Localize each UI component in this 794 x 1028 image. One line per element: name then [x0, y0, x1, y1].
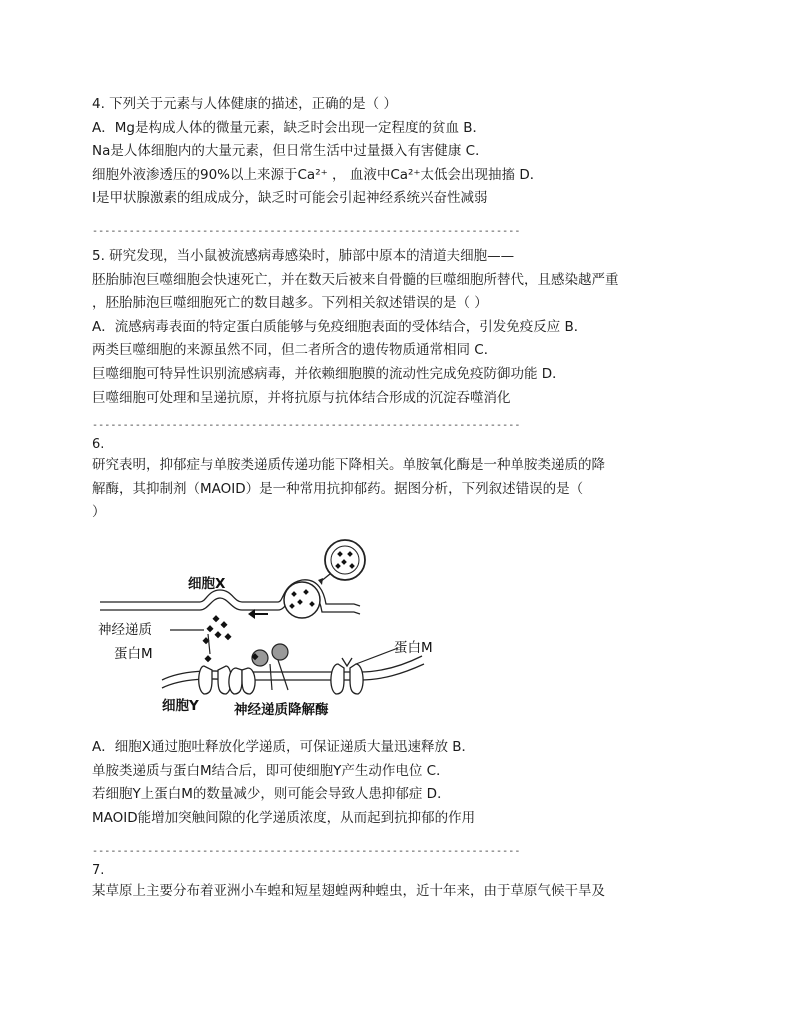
q4-stem: 4. 下列关于元素与人体健康的描述，正确的是（ ） — [92, 96, 397, 112]
protein-m-receptor — [229, 668, 255, 694]
q6-option: A．细胞X通过胞吐释放化学递质，可保证递质大量迅速释放 B． — [92, 739, 476, 755]
protein-m-right-label: 蛋白M — [394, 640, 433, 656]
q5-line: A．流感病毒表面的特定蛋白质能够与免疫细胞表面的受体结合，引发免疫反应 B． — [92, 318, 588, 335]
question-5 — [92, 245, 712, 410]
q6-option: MAOID能增加突触间隙的化学递质浓度，从而起到抗抑郁的作用 — [92, 809, 476, 826]
divider: ---------------------------------------------------------------------- — [92, 226, 521, 237]
cell-x-membrane — [100, 580, 360, 614]
question-4 — [92, 93, 712, 211]
bound-neurotransmitter — [204, 655, 211, 662]
q5-line: 巨噬细胞可特异性识别流感病毒，并依赖细胞膜的流动性完成免疫防御功能 D． — [92, 365, 566, 382]
enzyme-label: 神经递质降解酶 — [234, 702, 329, 718]
q6-number: 6. — [92, 437, 105, 452]
q4-line: 细胞外液渗透压的90%以上来源于Ca²⁺ ， 血液中Ca²⁺太低会出现抽搐 D． — [92, 166, 544, 183]
q5-line: 胚胎肺泡巨噬细胞会快速死亡，并在数天后被来自骨髓的巨噬细胞所替代，且感染越严重 — [92, 271, 619, 288]
q5-stem: 5. 研究发现，当小鼠被流感病毒感染时，肺部中原本的清道夫细胞—— — [92, 248, 515, 264]
protein-m-left-label: 蛋白M — [114, 646, 153, 662]
cell-x-label: 细胞X — [188, 576, 226, 592]
synapse-figure — [92, 530, 452, 730]
question-6-options — [92, 736, 712, 830]
q7-number: 7. — [92, 863, 105, 878]
q5-line: 两类巨噬细胞的来源虽然不同，但二者所含的遗传物质通常相同 C． — [92, 342, 498, 359]
question-6 — [92, 436, 712, 525]
divider: ---------------------------------------------------------------------- — [92, 846, 521, 857]
q5-line: ，胚胎肺泡巨噬细胞死亡的数目越多。下列相关叙述错误的是（ ） — [92, 295, 488, 312]
cell-y-label: 细胞Y — [162, 698, 199, 714]
q6-stem: ） — [92, 504, 106, 521]
q4-line: Na是人体细胞内的大量元素，但日常生活中过量摄入有害健康 C． — [92, 143, 489, 160]
q6-stem: 研究表明，抑郁症与单胺类递质传递功能下降相关。单胺氧化酶是一种单胺类递质的降 — [92, 457, 605, 473]
q5-line: 巨噬细胞可处理和呈递抗原，并将抗原与抗体结合形成的沉淀吞噬消化 — [92, 389, 511, 406]
q6-stem: 解酶，其抑制剂（MAOID）是一种常用抗抑郁药。据图分析，下列叙述错误的是（ — [92, 480, 584, 497]
question-7 — [92, 862, 712, 904]
degradation-enzyme — [251, 644, 288, 666]
q6-option: 若细胞Y上蛋白M的数量减少，则可能会导致人患抑郁症 D． — [92, 786, 451, 803]
fusing-vesicle — [284, 582, 320, 618]
protein-m-receptor — [199, 666, 232, 694]
q6-option: 单胺类递质与蛋白M结合后，即可使细胞Y产生动作电位 C． — [92, 762, 450, 779]
neurotransmitter-label: 神经递质 — [98, 622, 152, 638]
divider: ---------------------------------------------------------------------- — [92, 420, 521, 431]
released-neurotransmitters — [202, 615, 231, 644]
q7-stem: 某草原上主要分布着亚洲小车蝗和短星翅蝗两种蝗虫，近十年来，由于草原气候干旱及 — [92, 883, 605, 899]
q4-line: A．Mg是构成人体的微量元素，缺乏时会出现一定程度的贫血 B． — [92, 119, 487, 136]
q4-line: I是甲状腺激素的组成成分，缺乏时可能会引起神经系统兴奋性减弱 — [92, 190, 488, 207]
